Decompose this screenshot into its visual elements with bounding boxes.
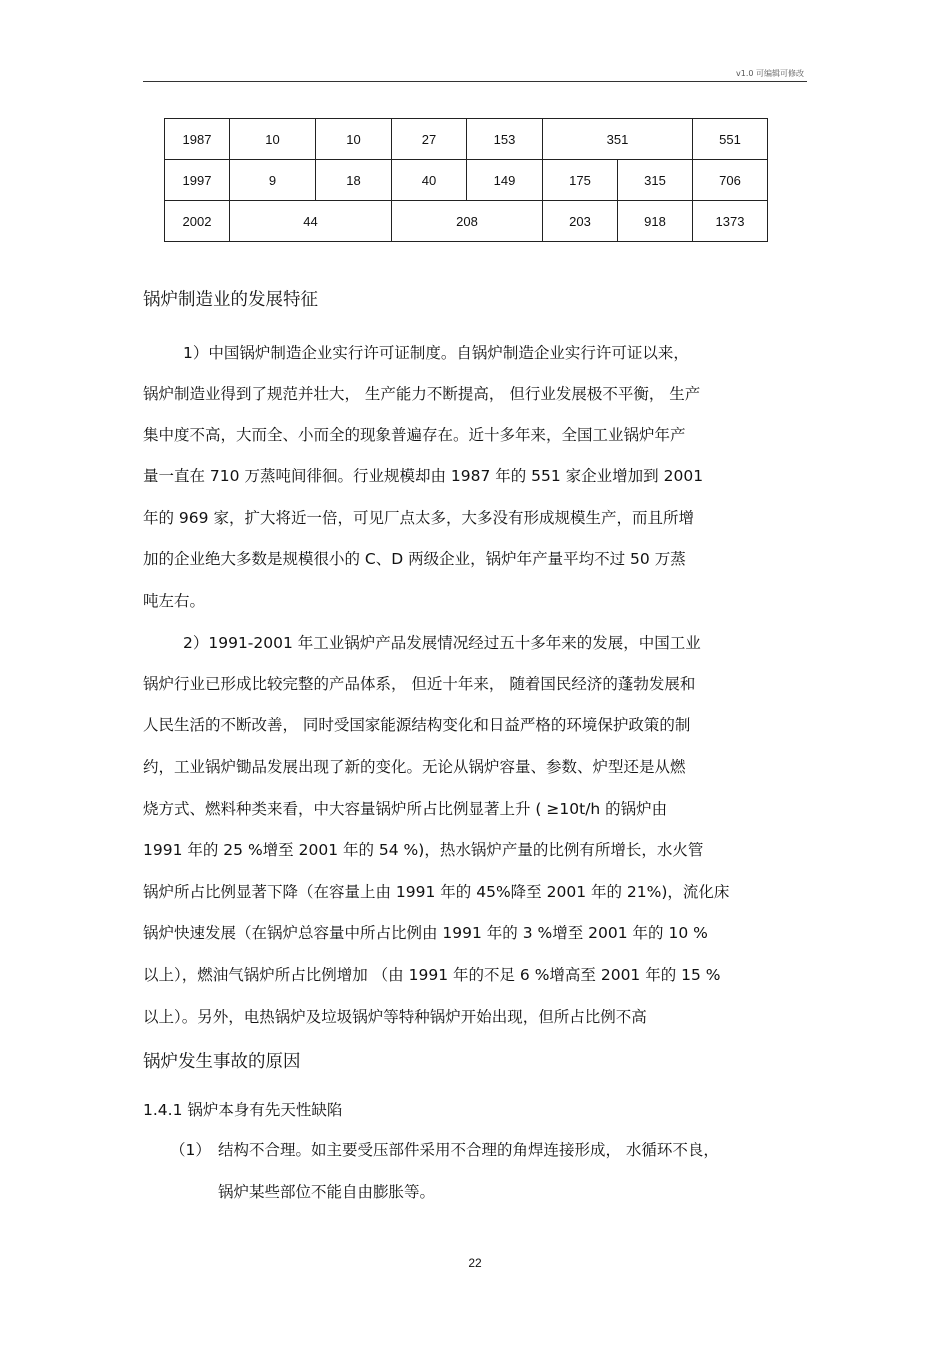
table-row [165,201,768,242]
paragraph-line: 以上），燃油气锅炉所占比例增加 （由 1991 年的不足 6 %增高至 2001 年的 15 % [143,966,721,984]
table-cell: 44 [230,201,392,242]
table-cell: 153 [467,119,543,160]
table-cell: 149 [467,160,543,201]
table-cell: 18 [316,160,392,201]
paragraph-line: 1）中国锅炉制造企业实行许可证制度。自锅炉制造企业实行许可证以来， [183,344,689,362]
table-cell: 175 [543,160,618,201]
header-version-text: v1.0 可编辑可修改 [736,69,804,78]
paragraph-line: 2）1991-2001 年工业锅炉产品发展情况经过五十多年来的发展，中国工业 [183,634,701,652]
table-cell: 1987 [165,119,230,160]
table-cell: 27 [392,119,467,160]
table-cell: 551 [693,119,768,160]
paragraph-line: 年的 969 家，扩大将近一倍，可见厂点太多，大多没有形成规模生产，而且所增 [143,509,694,527]
list-item-line: 锅炉某些部位不能自由膨胀等。 [218,1183,436,1201]
paragraph-line: 以上）。另外，电热锅炉及垃圾锅炉等特种锅炉开始出现，但所占比例不高 [143,1008,647,1026]
table-row [165,160,768,201]
paragraph-line: 约，工业锅炉锄品发展出现了新的变化。无论从锅炉容量、参数、炉型还是从燃 [143,758,686,776]
paragraph-line: 吨左右。 [143,592,206,610]
table-row [165,119,768,160]
table-cell: 315 [618,160,693,201]
table-cell: 706 [693,160,768,201]
page-number: 22 [468,1256,482,1270]
section-title-accident-causes: 锅炉发生事故的原因 [143,1052,301,1072]
table-cell: 1373 [693,201,768,242]
table-cell: 2002 [165,201,230,242]
table-cell: 208 [392,201,543,242]
section-title-features: 锅炉制造业的发展特征 [143,290,318,310]
table-cell: 10 [230,119,316,160]
paragraph-line: 锅炉制造业得到了规范并壮大， 生产能力不断提高， 但行业发展极不平衡， 生产 [143,385,701,403]
paragraph-line: 1991 年的 25 %增至 2001 年的 54 %)，热水锅炉产量的比例有所增长，水火管 [143,841,704,859]
list-item-line: 结构不合理。如主要受压部件采用不合理的角焊连接形成， 水循环不良， [218,1141,719,1159]
paragraph-line: 锅炉所占比例显著下降（在容量上由 1991 年的 45%降至 2001 年的 21%)，流化床 [143,883,730,901]
header-rule [143,81,807,82]
list-item-number: （1） [170,1141,211,1159]
subsection-title: 1.4.1 锅炉本身有先天性缺陷 [143,1101,343,1119]
paragraph-line: 集中度不高，大而全、小而全的现象普遍存在。近十多年来，全国工业锅炉年产 [143,426,686,444]
paragraph-line: 人民生活的不断改善， 同时受国家能源结构变化和日益严格的环境保护政策的制 [143,716,691,734]
table-cell: 9 [230,160,316,201]
paragraph-line: 加的企业绝大多数是规模很小的 C、D 两级企业，锅炉年产量平均不过 50 万蒸 [143,550,686,568]
table-cell: 1997 [165,160,230,201]
paragraph-line: 量一直在 710 万蒸吨间徘徊。行业规模却由 1987 年的 551 家企业增加到 2001 [143,467,704,485]
paragraph-line: 烧方式、燃料种类来看，中大容量锅炉所占比例显著上升 ( ≥10t/h 的锅炉由 [143,800,668,818]
production-table [164,118,768,242]
table-cell: 203 [543,201,618,242]
table-cell: 10 [316,119,392,160]
table-cell: 351 [543,119,693,160]
table-cell: 918 [618,201,693,242]
table-cell: 40 [392,160,467,201]
paragraph-line: 锅炉快速发展（在锅炉总容量中所占比例由 1991 年的 3 %增至 2001 年的 10 % [143,924,708,942]
paragraph-line: 锅炉行业已形成比较完整的产品体系， 但近十年来， 随着国民经济的蓬勃发展和 [143,675,696,693]
